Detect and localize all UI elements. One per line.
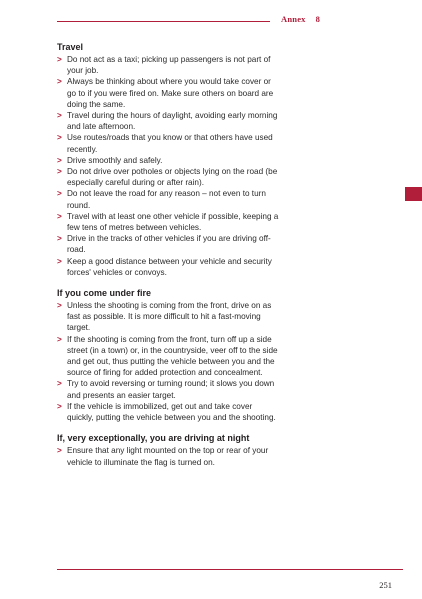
bullet-text: If the vehicle is immobilized, get out and take cover quickly, putting the vehicle between you and the shooting. [67, 401, 276, 423]
bullet-list [57, 445, 279, 467]
section-2 [57, 431, 279, 467]
bullet-item [57, 76, 279, 110]
bullet-item [57, 401, 279, 423]
bullet-item [57, 155, 279, 166]
running-header [281, 14, 320, 24]
bullet-marker-icon: > [57, 446, 62, 456]
page-number: 251 [379, 580, 392, 590]
bullet-text: Unless the shooting is coming from the front, drive on as fast as possible. It is more difficult to hit a fast-moving target. [67, 301, 272, 333]
bullet-item [57, 445, 279, 467]
bullet-text: Do not leave the road for any reason – not even to turn round. [67, 189, 266, 210]
bullet-text: Keep a good distance between your vehicle and security forces' vehicles or convoys. [67, 256, 272, 277]
bullet-list [57, 54, 279, 278]
page-body [57, 40, 279, 476]
bullet-text: Always be thinking about where you would take cover or go to if you were fired on. Make sure others on board are doing the same. [67, 77, 274, 109]
section-0 [57, 40, 279, 278]
section-title: If you come under fire [57, 288, 152, 299]
bullet-marker-icon: > [57, 334, 62, 344]
bullet-list [57, 300, 279, 423]
bullet-text: If the shooting is coming from the front, turn off up a side street (in a town) or, in the countryside, veer off to the side and get out, thus putting the vehicle between you and the source of firing for added protection and concealment. [67, 334, 278, 378]
bullet-marker-icon: > [57, 189, 62, 199]
bullet-marker-icon: > [57, 111, 62, 121]
bullet-item [57, 166, 279, 188]
bullet-marker-icon: > [57, 133, 62, 143]
bullet-text: Use routes/roads that you know or that others have used recently. [67, 133, 273, 154]
bullet-text: Travel during the hours of daylight, avoiding early morning and late afternoon. [67, 111, 278, 132]
header-section-label: Annex [281, 14, 306, 24]
bullet-text: Do not drive over potholes or objects lying on the road (be especially careful during or after rain). [67, 167, 278, 188]
section-title: Travel [57, 42, 84, 52]
bullet-text: Try to avoid reversing or turning round; it slows you down and presents an easier target. [67, 379, 275, 400]
thumb-index-tab [405, 187, 422, 201]
bullet-text: Drive in the tracks of other vehicles if you are driving off-road. [67, 234, 271, 255]
section-1 [57, 286, 279, 423]
bullet-item [57, 256, 279, 278]
bullet-item [57, 110, 279, 132]
bullet-marker-icon: > [57, 256, 62, 266]
bullet-marker-icon: > [57, 401, 62, 411]
bullet-marker-icon: > [57, 167, 62, 177]
bullet-item [57, 132, 279, 154]
bullet-item [57, 211, 279, 233]
footer-rule [57, 569, 403, 570]
bullet-item [57, 54, 279, 76]
bullet-item [57, 300, 279, 334]
bullet-marker-icon: > [57, 379, 62, 389]
bullet-text: Do not act as a taxi; picking up passengers is not part of your job. [67, 55, 271, 76]
bullet-item [57, 188, 279, 210]
header-annex-number: 8 [315, 14, 321, 24]
bullet-marker-icon: > [57, 155, 62, 165]
bullet-item [57, 233, 279, 255]
header-rule [57, 21, 270, 22]
bullet-marker-icon: > [57, 234, 62, 244]
section-title: If, very exceptionally, you are driving at night [57, 433, 250, 444]
bullet-text: Drive smoothly and safely. [67, 155, 163, 165]
bullet-marker-icon: > [57, 77, 62, 87]
bullet-text: Ensure that any light mounted on the top or rear of your vehicle to illuminate the flag is turned on. [67, 446, 269, 467]
bullet-marker-icon: > [57, 301, 62, 311]
bullet-marker-icon: > [57, 55, 62, 64]
bullet-item [57, 334, 279, 379]
bullet-marker-icon: > [57, 211, 62, 221]
bullet-item [57, 378, 279, 400]
bullet-text: Travel with at least one other vehicle if possible, keeping a few tens of metres between vehicles. [67, 211, 279, 233]
